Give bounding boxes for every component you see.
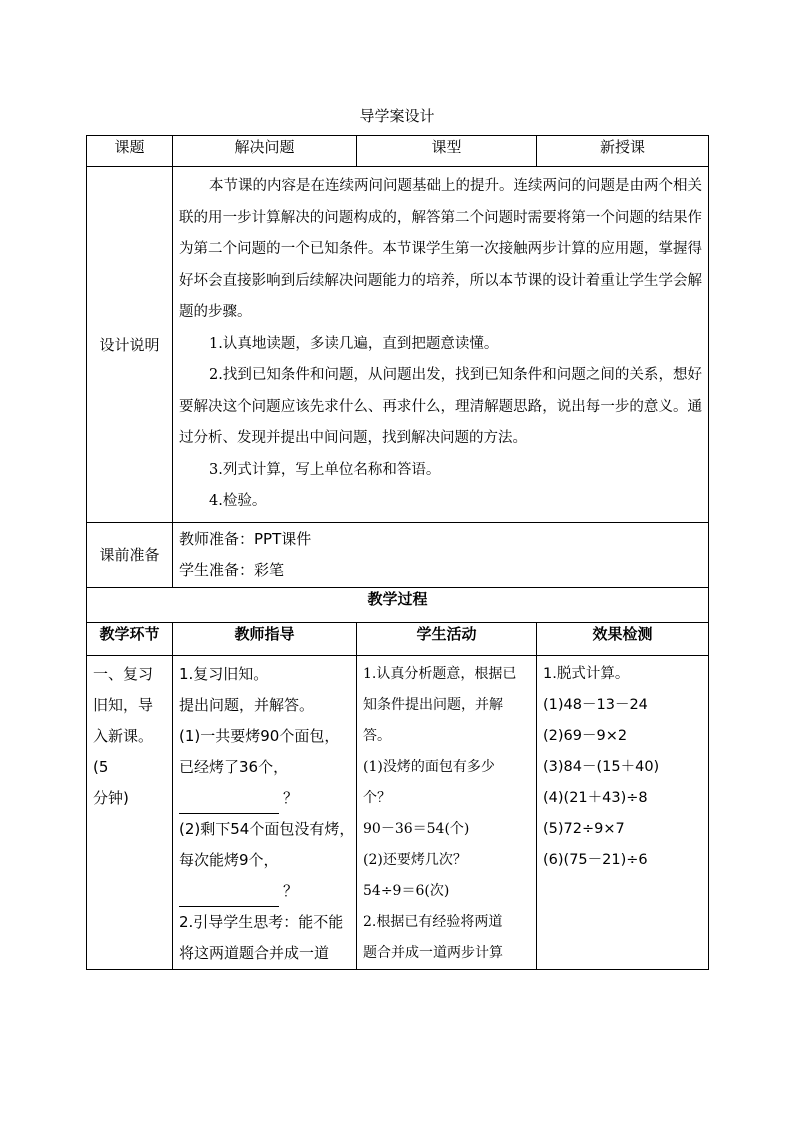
column-header-teacher: 教师指导 bbox=[173, 622, 357, 655]
student-line: (2)还要烤几次？ bbox=[363, 851, 467, 868]
process-title-row bbox=[87, 587, 709, 622]
teacher-line: (1)一共要烤90个面包， bbox=[179, 726, 340, 745]
lesson-plan-table bbox=[86, 135, 709, 970]
student-line: 答。 bbox=[363, 727, 391, 744]
stage-line: 一、复习 bbox=[93, 664, 154, 683]
prep-label: 课前准备 bbox=[87, 522, 173, 587]
effect-check-cell bbox=[537, 655, 709, 969]
stage-cell bbox=[87, 655, 173, 969]
type-value: 新授课 bbox=[537, 136, 709, 167]
student-line: 90－36＝54(个) bbox=[363, 820, 470, 837]
stage-line: 分钟) bbox=[93, 788, 129, 807]
student-line: (1)没烤的面包有多少 bbox=[363, 758, 495, 775]
check-line: 1.脱式计算。 bbox=[543, 665, 630, 682]
design-paragraph: 本节课的内容是在连续两问问题基础上的提升。连续两问的问题是由两个相关联的用一步计算解决的问题构成的，解答第二个问题时需要将第一个问题的结果作为第二个问题的一个已知条件。本节课学生第一次接触两步计算的应用题，掌握得好坏会直接影响到后续解决问题能力的培养，所以本节课的设计着重让学生学会解题的步骤。 bbox=[179, 178, 702, 320]
design-paragraph: 4.检验。 bbox=[209, 493, 267, 509]
student-line: 54÷9＝6(次) bbox=[363, 882, 450, 899]
design-label: 设计说明 bbox=[87, 167, 173, 523]
answer-blank bbox=[179, 793, 279, 814]
check-line: (3)84－(15＋40) bbox=[543, 758, 660, 775]
topic-value: 解决问题 bbox=[173, 136, 357, 167]
student-line: 2.根据已有经验将两道 bbox=[363, 913, 503, 930]
student-activity-cell bbox=[357, 655, 537, 969]
check-line: (1)48－13－24 bbox=[543, 696, 648, 713]
blank-question-line bbox=[179, 876, 350, 907]
design-paragraph: 3.列式计算，写上单位名称和答语。 bbox=[209, 461, 441, 478]
blank-question-line bbox=[179, 783, 350, 814]
student-line: 知条件提出问题，并解 bbox=[363, 696, 503, 713]
stage-line: 入新课。(5 bbox=[93, 726, 154, 776]
student-line: 1.认真分析题意，根据已 bbox=[363, 665, 517, 682]
design-paragraph: 1.认真地读题，多读几遍，直到把题意读懂。 bbox=[209, 335, 499, 352]
design-paragraph: 2.找到已知条件和问题，从问题出发，找到已知条件和问题之间的关系，想好要解决这个问题应该先求什么、再求什么，理清解题思路，说出每一步的意义。通过分析、发现并提出中间问题，找到解决问题的方法。 bbox=[179, 367, 702, 446]
teacher-line: 将这两道题合并成一道 bbox=[179, 943, 330, 962]
prep-row bbox=[87, 522, 709, 587]
check-line: (6)(75－21)÷6 bbox=[543, 851, 648, 868]
teacher-line: (2)剩下54个面包没有烤， bbox=[179, 819, 355, 838]
prep-content bbox=[173, 522, 709, 587]
teacher-line: 1.复习旧知。 bbox=[179, 664, 269, 683]
teacher-line: 提出问题，并解答。 bbox=[179, 695, 315, 714]
answer-blank bbox=[179, 886, 279, 907]
design-row bbox=[87, 167, 709, 523]
teacher-prep: 教师准备：PPT课件 bbox=[179, 529, 312, 548]
question-mark: ？ bbox=[283, 881, 299, 900]
student-prep: 学生准备：彩笔 bbox=[179, 560, 285, 579]
topic-label: 课题 bbox=[87, 136, 173, 167]
teacher-line: 每次能烤9个， bbox=[179, 850, 279, 869]
teacher-line: 已经烤了36个， bbox=[179, 757, 289, 776]
check-line: (4)(21＋43)÷8 bbox=[543, 789, 648, 806]
column-header-student: 学生活动 bbox=[357, 622, 537, 655]
column-header-stage: 教学环节 bbox=[87, 622, 173, 655]
teacher-line: 2.引导学生思考：能不能 bbox=[179, 912, 344, 931]
check-line: (2)69－9×2 bbox=[543, 727, 628, 744]
process-header-row bbox=[87, 622, 709, 655]
type-label: 课型 bbox=[357, 136, 537, 167]
question-mark: ？ bbox=[283, 788, 299, 807]
column-header-check: 效果检测 bbox=[537, 622, 709, 655]
header-row bbox=[87, 136, 709, 167]
stage-line: 旧知，导 bbox=[93, 695, 154, 714]
process-title: 教学过程 bbox=[87, 587, 709, 622]
process-row bbox=[87, 655, 709, 969]
student-line: 个？ bbox=[363, 789, 391, 806]
design-description bbox=[173, 167, 709, 523]
check-line: (5)72÷9×7 bbox=[543, 820, 625, 837]
student-line: 题合并成一道两步计算 bbox=[363, 944, 503, 961]
document-title: 导学案设计 bbox=[359, 107, 435, 125]
teacher-guidance-cell bbox=[173, 655, 357, 969]
